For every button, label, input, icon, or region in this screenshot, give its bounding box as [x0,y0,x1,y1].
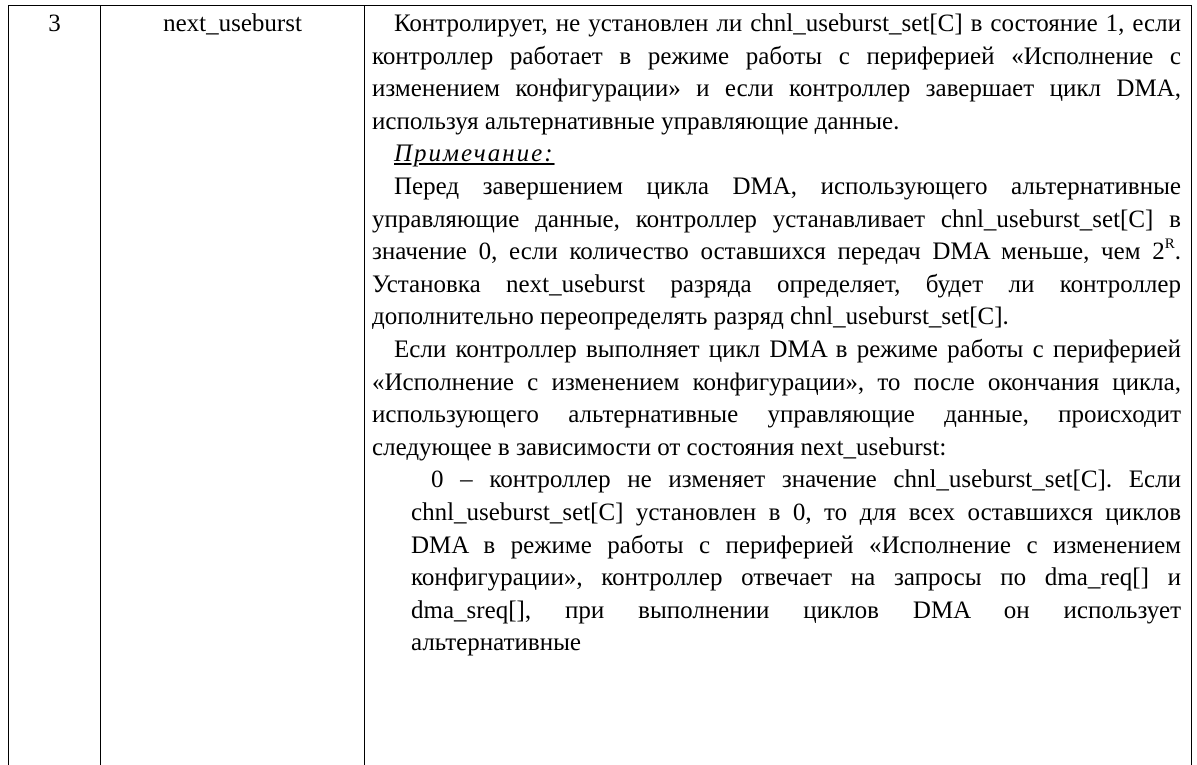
register-field-table [8,5,1192,765]
description-paragraph: Если контроллер выполняет цикл DMA в режиме работы с периферией «Исполнение с изменением конфигурации», то после окончания цикла, использующего альтернативные управляющие данные, происходит следующее в зависимости от состояния next_useburst: [372,335,1181,461]
description-paragraph: Контролирует, не установлен ли chnl_useburst_set[C] в состояние 1, если контроллер работает в режиме работы с периферией «Исполнение с изменением конфигурации» и если контроллер завершает цикл DMA, используя альтернативные управляющие данные. [372,10,1181,135]
bit-number-cell: 3 [48,10,61,37]
note-heading: Примечание: [394,140,555,168]
note-text: Перед завершением цикла DMA, использующего альтернативные управляющие данные, контроллер устанавливает chnl_useburst_set[C] в значение 0, если количество оставшихся передач DMA меньше, чем 2 [372,172,1181,266]
note-paragraph [372,171,1181,334]
field-description-cell [372,8,1181,660]
column-divider [364,6,365,765]
column-divider [100,6,101,765]
field-name-cell: next_useburst [163,10,302,37]
note-text-continued: . Установка next_useburst разряда определяет, будет ли контроллер дополнительно переопределять разряд chnl_useburst_set[C]. [372,238,1181,331]
power-exponent: R [1164,236,1175,253]
list-item-value-0: 0 – контроллер не изменяет значение chnl_useburst_set[C]. Если chnl_useburst_set[C] установлен в 0, то для всех оставшихся циклов DMA в режиме работы с периферией «Исполнение с изменением конфигурации», контроллер отвечает на запросы по dma_req[] и dma_sreq[], при выполнении циклов DMA он использует альтернативные [411,466,1181,657]
